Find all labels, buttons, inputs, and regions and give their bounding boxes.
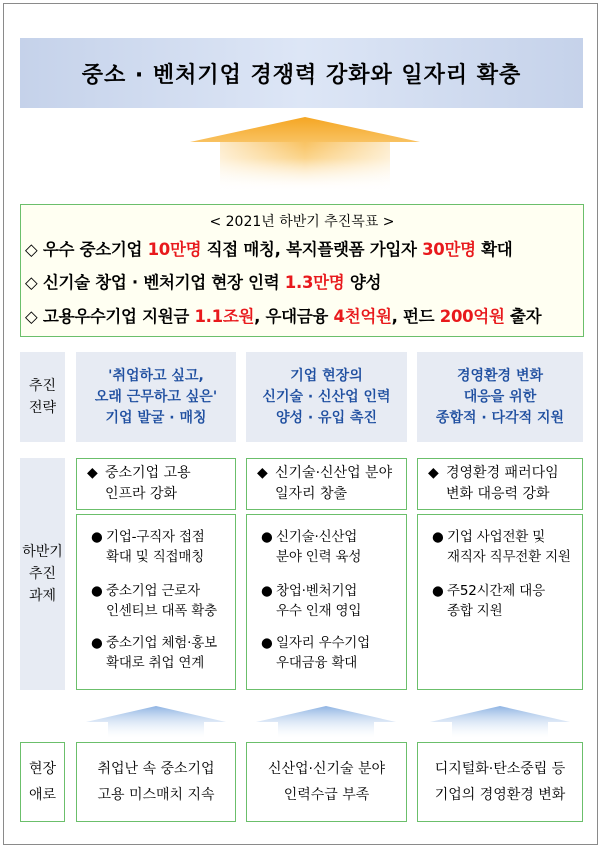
list-item [91, 633, 233, 673]
strategy-line: 오래 근무하고 싶은' [94, 388, 218, 405]
bullet-line: 우수 인재 영입 [276, 603, 362, 619]
label-line: 전략 [28, 400, 57, 416]
task-head-line: 경영환경 패러다임 [446, 465, 559, 481]
list-item [91, 581, 233, 621]
bullet-line: 신기술·신산업 [276, 529, 358, 545]
task-list-1 [76, 514, 236, 690]
bullet-line: 종합 지원 [447, 603, 503, 619]
ground-line: 고용 미스매치 지속 [97, 787, 215, 803]
ground-box-2 [246, 742, 407, 822]
strategy-line: '취업하고 싶고, [108, 367, 204, 384]
goals-header: < 2021년 하반기 추진목표 > [209, 214, 395, 230]
task-head-1 [76, 458, 236, 510]
task-head-line: 변화 대응력 강화 [446, 486, 550, 502]
bullet-line: 일자리 우수기업 [276, 635, 370, 651]
goal-highlight: 30만명 [422, 240, 476, 259]
strategy-line: 종합적 · 다각적 지원 [435, 409, 565, 426]
diamond-filled-icon: ◆ [87, 465, 98, 481]
label-line: 추진 [28, 378, 57, 394]
goal-highlight: 1.1조원 [194, 307, 255, 326]
diamond-outline-icon: ◇ [25, 307, 38, 326]
list-item [432, 581, 580, 621]
list-item [432, 527, 580, 567]
bullet-icon: ● [261, 529, 273, 545]
bullet-line: 확대 및 직접매칭 [106, 549, 205, 565]
label-line: 현장 [28, 761, 57, 777]
ground-box-1 [76, 742, 236, 822]
goal-highlight: 10만명 [147, 240, 202, 259]
task-list-3 [417, 514, 583, 690]
diamond-outline-icon: ◇ [25, 240, 38, 259]
diamond-filled-icon: ◆ [428, 465, 439, 481]
ground-label [20, 742, 65, 822]
bullet-line: 재직자 직무전환 지원 [447, 549, 571, 565]
task-head-line: 인프라 강화 [105, 486, 178, 502]
bullet-line: 중소기업 체험·홍보 [106, 635, 217, 651]
strategy-line: 신기술 · 신산업 인력 [262, 388, 391, 405]
strategy-box-1 [76, 352, 236, 442]
diamond-filled-icon: ◆ [257, 465, 268, 481]
bullet-line: 분야 인력 육성 [276, 549, 362, 565]
strategy-line: 양성 · 유입 촉진 [275, 409, 378, 426]
tasks-label [20, 458, 65, 690]
up-arrow-icon-1 [86, 706, 226, 738]
goal-text: , 펀드 [391, 307, 440, 326]
big-up-arrow-icon [90, 112, 520, 194]
up-arrow-icon-3 [430, 706, 570, 738]
task-head-3 [417, 458, 583, 510]
label-line: 추진 [28, 566, 57, 582]
goal-text: 출자 [504, 307, 542, 326]
strategy-line: 기업 현장의 [290, 367, 363, 384]
page-title: 중소 · 벤처기업 경쟁력 강화와 일자리 확충 [20, 38, 583, 108]
bullet-icon: ● [91, 635, 103, 651]
bullet-line: 주52시간제 대응 [447, 583, 545, 599]
task-list-2 [246, 514, 407, 690]
task-head-2 [246, 458, 407, 510]
label-line: 하반기 [22, 544, 63, 560]
goal-line-1 [25, 236, 583, 260]
ground-line: 취업난 속 중소기업 [97, 761, 215, 777]
strategy-line: 기업 발굴 · 매칭 [105, 409, 207, 426]
goal-highlight: 4천억원 [333, 307, 392, 326]
small-up-arrows [76, 700, 583, 740]
goal-text: , 우대금융 [254, 307, 334, 326]
bullet-line: 기업 사업전환 및 [447, 529, 546, 545]
up-arrow-icon-2 [256, 706, 396, 738]
list-item [261, 581, 404, 621]
bullet-icon: ● [91, 583, 103, 599]
list-item [261, 633, 404, 673]
bullet-line: 인센티브 대폭 확충 [106, 603, 217, 619]
strategy-line: 경영환경 변화 [456, 367, 543, 384]
goal-highlight: 200억원 [439, 307, 505, 326]
task-head-line: 신기술·신산업 분야 [275, 465, 393, 481]
ground-line: 인력수급 부족 [283, 787, 370, 803]
diamond-outline-icon: ◇ [25, 273, 38, 292]
bullet-icon: ● [432, 529, 444, 545]
bullet-line: 확대로 취업 연계 [106, 655, 205, 671]
strategy-line: 대응을 위한 [463, 388, 537, 405]
bullet-line: 창업·벤처기업 [276, 583, 358, 599]
strategy-box-2 [246, 352, 407, 442]
goal-text: 고용우수기업 지원금 [42, 307, 195, 326]
ground-line: 신산업·신기술 분야 [267, 761, 386, 777]
label-line: 애로 [28, 787, 57, 803]
bullet-line: 우대금융 확대 [276, 655, 358, 671]
ground-line: 디지털화·탄소중립 등 [434, 761, 566, 777]
goal-text: 확대 [475, 240, 513, 259]
goals-box [20, 204, 584, 337]
bullet-line: 중소기업 근로자 [106, 583, 200, 599]
ground-box-3 [417, 742, 583, 822]
goal-line-3 [25, 303, 583, 327]
goal-line-2 [25, 269, 583, 293]
ground-line: 기업의 경영환경 변화 [434, 787, 566, 803]
goal-text: 신기술 창업 · 벤처기업 현장 인력 [42, 273, 285, 292]
bullet-icon: ● [261, 583, 273, 599]
task-head-line: 중소기업 고용 [105, 465, 191, 481]
goal-text: 양성 [344, 273, 382, 292]
strategy-box-3 [417, 352, 583, 442]
bullet-line: 기업-구직자 접점 [106, 529, 205, 545]
goal-text: 우수 중소기업 [42, 240, 148, 259]
bullet-icon: ● [432, 583, 444, 599]
goal-highlight: 1.3만명 [284, 273, 345, 292]
bullet-icon: ● [91, 529, 103, 545]
strategy-label [20, 352, 65, 442]
list-item [91, 527, 233, 567]
list-item [261, 527, 404, 567]
label-line: 과제 [28, 588, 57, 604]
goal-text: 직접 매칭, 복지플랫폼 가입자 [201, 240, 423, 259]
task-head-line: 일자리 창출 [275, 486, 348, 502]
bullet-icon: ● [261, 635, 273, 651]
